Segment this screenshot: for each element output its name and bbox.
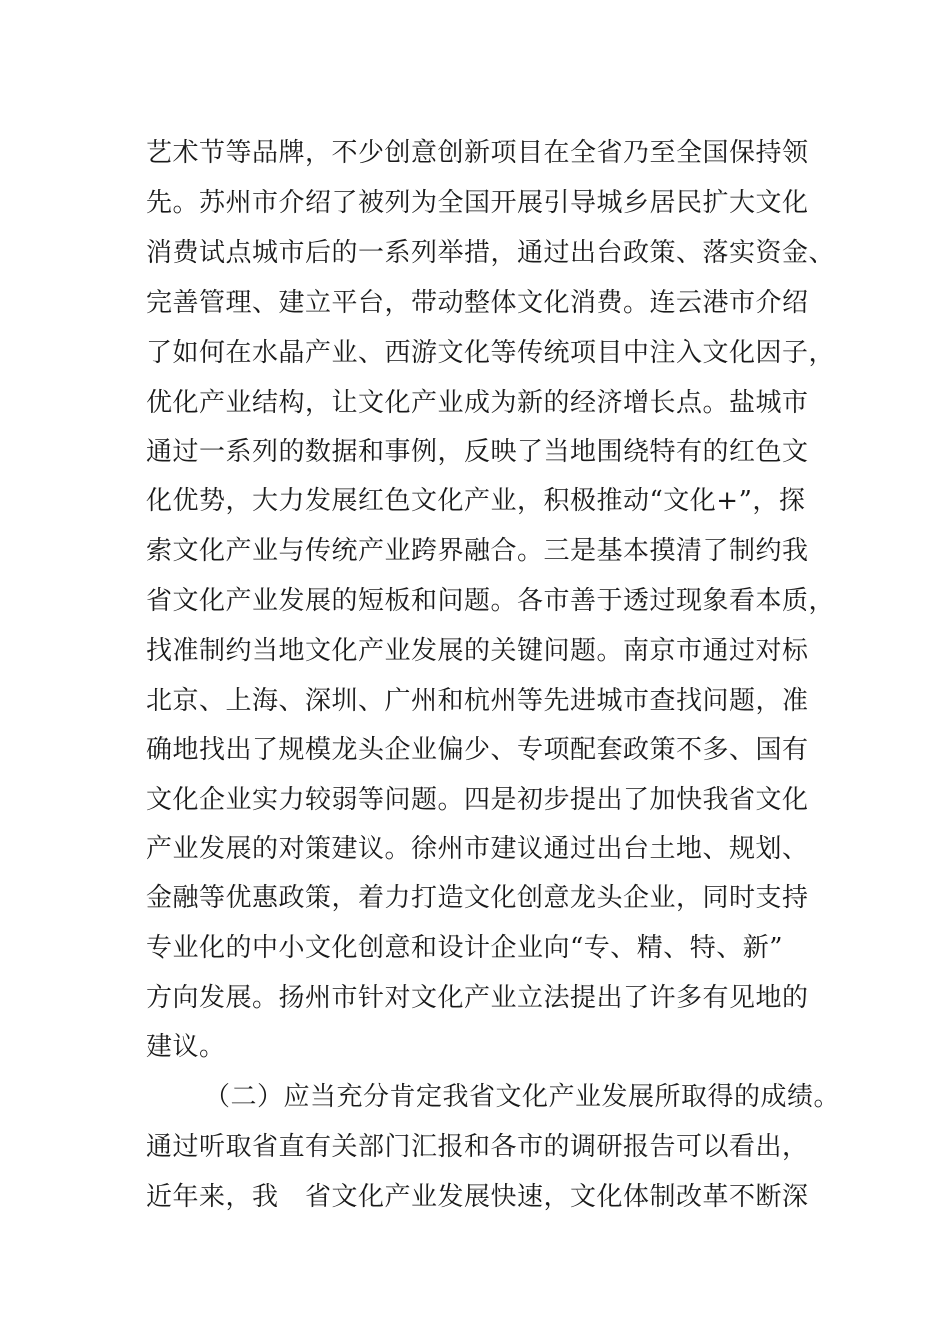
- text-line: 完善管理、建立平台，带动整体文化消费。连云港市介绍: [146, 288, 809, 318]
- text-line: 通过一系列的数据和事例，反映了当地围绕特有的红色文: [146, 437, 809, 467]
- text-line: 产业发展的对策建议。徐州市建议通过出台土地、规划、: [146, 834, 809, 864]
- text-line: 专业化的中小文化创意和设计企业向“专、精、特、新”: [146, 933, 784, 963]
- text-line: 确地找出了规模龙头企业偏少、专项配套政策不多、国有: [146, 735, 809, 765]
- text-line: 通过听取省直有关部门汇报和各市的调研报告可以看出，: [146, 1132, 809, 1162]
- text-line: 近年来，我 省文化产业发展快速，文化体制改革不断深: [146, 1182, 809, 1212]
- text-line: 文化企业实力较弱等问题。四是初步提出了加快我省文化: [146, 785, 809, 815]
- text-line: 优化产业结构，让文化产业成为新的经济增长点。盐城市: [146, 388, 809, 418]
- text-line: 化优势，大力发展红色文化产业，积极推动“文化+”，探: [146, 486, 806, 516]
- text-line: 消费试点城市后的一系列举措，通过出台政策、落实资金、: [146, 238, 836, 268]
- text-line: （二）应当充分肯定我省文化产业发展所取得的成绩。: [204, 1082, 841, 1112]
- text-line: 北京、上海、深圳、广州和杭州等先进城市查找问题，准: [146, 686, 809, 716]
- text-line: 建议。: [146, 1032, 226, 1062]
- text-line: 方向发展。扬州市针对文化产业立法提出了许多有见地的: [146, 983, 809, 1013]
- text-line: 索文化产业与传统产业跨界融合。三是基本摸清了制约我: [146, 536, 809, 566]
- text-line: 金融等优惠政策，着力打造文化创意龙头企业，同时支持: [146, 883, 809, 913]
- text-line: 艺术节等品牌，不少创意创新项目在全省乃至全国保持领: [146, 138, 809, 168]
- text-line: 省文化产业发展的短板和问题。各市善于透过现象看本质，: [146, 586, 836, 616]
- text-line: 找准制约当地文化产业发展的关键问题。南京市通过对标: [146, 636, 809, 666]
- text-line: 先。苏州市介绍了被列为全国开展引导城乡居民扩大文化: [146, 188, 809, 218]
- text-line: 了如何在水晶产业、西游文化等传统项目中注入文化因子，: [146, 338, 836, 368]
